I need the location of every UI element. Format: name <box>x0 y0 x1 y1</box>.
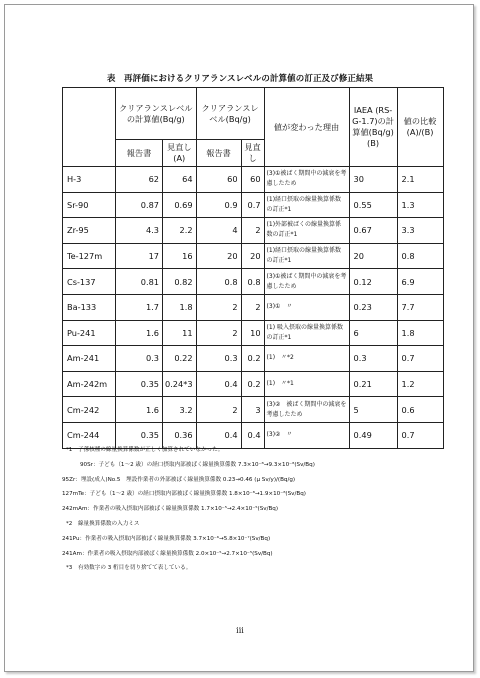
cell-ratio: 3.3 <box>397 218 443 244</box>
cell-iaea: 0.49 <box>349 422 397 448</box>
cell-cl-revised: 0.8 <box>241 269 264 295</box>
cell-cl-revised: 0.2 <box>241 346 264 372</box>
cell-iaea: 0.3 <box>349 346 397 372</box>
cell-report: 62 <box>116 167 163 193</box>
header-revised-2: 見直し <box>241 140 264 167</box>
cell-iaea: 0.67 <box>349 218 397 244</box>
cell-cl-revised: 20 <box>241 243 264 269</box>
cell-report: 0.3 <box>116 346 163 372</box>
cell-report: 0.81 <box>116 269 163 295</box>
cell-cl-report: 0.8 <box>196 269 241 295</box>
cell-iaea: 30 <box>349 167 397 193</box>
table-row <box>63 320 444 346</box>
cell-revised: 0.22 <box>163 346 197 372</box>
cell-revised: 0.82 <box>163 269 197 295</box>
cell-ratio: 1.2 <box>397 371 443 397</box>
cell-reason: (1) 〃*2 <box>264 346 349 372</box>
table-row <box>63 269 444 295</box>
header-report-2: 報告書 <box>196 140 241 167</box>
cell-revised: 11 <box>163 320 197 346</box>
cell-reason: (1)経口摂取の線量換算係数の訂正*1 <box>264 192 349 218</box>
cell-iaea: 0.55 <box>349 192 397 218</box>
cell-nuclide: H-3 <box>63 167 116 193</box>
cell-reason: (3)①被ばく期間中の減衰を考慮したため <box>264 167 349 193</box>
cell-ratio: 1.3 <box>397 192 443 218</box>
cell-revised: 1.8 <box>163 294 197 320</box>
cell-cl-revised: 2 <box>241 294 264 320</box>
cell-ratio: 2.1 <box>397 167 443 193</box>
cell-revised: 16 <box>163 243 197 269</box>
footnote: 95Zr：埋設(成人)No.5 埋設作業者の外部被ばく線量換算係数 0.23→0.46 (μ Sv/y)/(Bq/g) <box>62 476 296 483</box>
cell-revised: 3.2 <box>163 397 197 423</box>
table-row <box>63 167 444 193</box>
cell-reason: (1) 吸入摂取の線量換算係数の訂正*1 <box>264 320 349 346</box>
cell-revised: 0.24*3 <box>163 371 197 397</box>
table-title: 表 再評価におけるクリアランスレベルの計算値の訂正及び修正結果 <box>106 74 374 84</box>
cell-iaea: 20 <box>349 243 397 269</box>
cell-ratio: 0.6 <box>397 397 443 423</box>
cell-cl-revised: 60 <box>241 167 264 193</box>
table-row <box>63 371 444 397</box>
cell-cl-report: 0.4 <box>196 422 241 448</box>
cell-nuclide: Am-241 <box>63 346 116 372</box>
cell-iaea: 0.23 <box>349 294 397 320</box>
header-report: 報告書 <box>116 140 163 167</box>
header-calc-value: クリアランスレベルの計算値(Bq/g) <box>116 88 197 140</box>
cell-reason: (1) 〃*1 <box>264 371 349 397</box>
cell-cl-revised: 10 <box>241 320 264 346</box>
cell-iaea: 0.12 <box>349 269 397 295</box>
cell-ratio: 0.7 <box>397 346 443 372</box>
footnote: *3 有効数字の 3 桁目を切り捨てて表している。 <box>66 565 192 572</box>
cell-revised: 2.2 <box>163 218 197 244</box>
cell-cl-revised: 0.4 <box>241 422 264 448</box>
cell-cl-report: 60 <box>196 167 241 193</box>
table-row <box>63 294 444 320</box>
cell-nuclide: Sr-90 <box>63 192 116 218</box>
cell-nuclide: Cs-137 <box>63 269 116 295</box>
cell-cl-revised: 0.2 <box>241 371 264 397</box>
cell-iaea: 6 <box>349 320 397 346</box>
cell-iaea: 5 <box>349 397 397 423</box>
footnote: *2 線量換算係数の入力ミス <box>66 520 140 527</box>
cell-ratio: 6.9 <box>397 269 443 295</box>
table-row <box>63 397 444 423</box>
cell-cl-revised: 2 <box>241 218 264 244</box>
cell-report: 1.6 <box>116 320 163 346</box>
cell-report: 4.3 <box>116 218 163 244</box>
cell-reason: (1)経口摂取の線量換算係数の訂正*1 <box>264 243 349 269</box>
cell-nuclide: Am-242m <box>63 371 116 397</box>
cell-cl-report: 2 <box>196 294 241 320</box>
cell-revised: 64 <box>163 167 197 193</box>
cell-report: 0.35 <box>116 371 163 397</box>
cell-report: 17 <box>116 243 163 269</box>
cell-nuclide: Cm-242 <box>63 397 116 423</box>
cell-revised: 0.36 <box>163 422 197 448</box>
header-reason: 値が変わった理由 <box>264 88 349 167</box>
cell-reason: (3)① 〃 <box>264 294 349 320</box>
cell-cl-report: 0.4 <box>196 371 241 397</box>
results-table <box>62 87 444 449</box>
footnote: 90Sr：子ども（1～2 歳）の経口摂取内部被ばく線量換算係数 7.3×10⁻⁸→9.3×10⁻⁸(Sv/Bq) <box>80 461 315 468</box>
cell-report: 1.6 <box>116 397 163 423</box>
page-number: iii <box>236 626 244 635</box>
cell-reason: (3)② 被ばく期間中の減衰を考慮したため <box>264 397 349 423</box>
cell-cl-revised: 0.7 <box>241 192 264 218</box>
cell-iaea: 0.21 <box>349 371 397 397</box>
table-row <box>63 243 444 269</box>
footnote: 242mAm：作業者の吸入摂取内部被ばく線量換算係数 1.7×10⁻⁵→2.4×10⁻⁵(Sv/Bq) <box>62 506 279 513</box>
footnote: 241Pu：作業者の吸入摂取内部被ばく線量換算係数 3.7×10⁻⁶→5.8×10⁻⁷(Sv/Bq) <box>62 535 271 542</box>
cell-nuclide: Zr-95 <box>63 218 116 244</box>
cell-nuclide: Te-127m <box>63 243 116 269</box>
cell-reason: (3)①被ばく期間中の減衰を考慮したため <box>264 269 349 295</box>
cell-nuclide: Pu-241 <box>63 320 116 346</box>
cell-cl-report: 2 <box>196 397 241 423</box>
cell-ratio: 0.7 <box>397 422 443 448</box>
cell-cl-report: 2 <box>196 320 241 346</box>
header-iaea: IAEA (RS-G-1.7)の計算値(Bq/g)(B) <box>349 88 397 167</box>
header-nuclide <box>63 88 116 167</box>
cell-reason: (1)外部被ばくの線量換算係数の訂正*1 <box>264 218 349 244</box>
table-row <box>63 218 444 244</box>
footnote: 127mTe：子ども（1～2 歳）の経口摂取内部被ばく線量換算係数 1.8×10⁻⁸→1.9×10⁻⁸(Sv/Bq) <box>62 491 306 498</box>
cell-ratio: 1.8 <box>397 320 443 346</box>
cell-cl-report: 4 <box>196 218 241 244</box>
cell-reason: (3)② 〃 <box>264 422 349 448</box>
cell-cl-revised: 3 <box>241 397 264 423</box>
cell-cl-report: 0.3 <box>196 346 241 372</box>
cell-revised: 0.69 <box>163 192 197 218</box>
cell-report: 0.35 <box>116 422 163 448</box>
cell-nuclide: Ba-133 <box>63 294 116 320</box>
footnote: 241Am：作業者の吸入摂取内部被ばく線量換算係数 2.0×10⁻⁵→2.7×10⁻⁵(Sv/Bq) <box>62 550 273 557</box>
cell-cl-report: 20 <box>196 243 241 269</box>
cell-nuclide: Cm-244 <box>63 422 116 448</box>
header-clearance-level: クリアランスレベル(Bq/g) <box>196 88 264 140</box>
footnote: *1 子孫核種の線量換算係数が正しく加算されていなかった。 <box>66 447 224 453</box>
cell-report: 0.87 <box>116 192 163 218</box>
footnotes <box>62 443 442 576</box>
table-row <box>63 346 444 372</box>
header-revised: 見直し(A) <box>163 140 197 167</box>
table-row <box>63 192 444 218</box>
cell-ratio: 7.7 <box>397 294 443 320</box>
cell-report: 1.7 <box>116 294 163 320</box>
cell-cl-report: 0.9 <box>196 192 241 218</box>
header-ratio: 値の比較(A)/(B) <box>397 88 443 167</box>
cell-ratio: 0.8 <box>397 243 443 269</box>
